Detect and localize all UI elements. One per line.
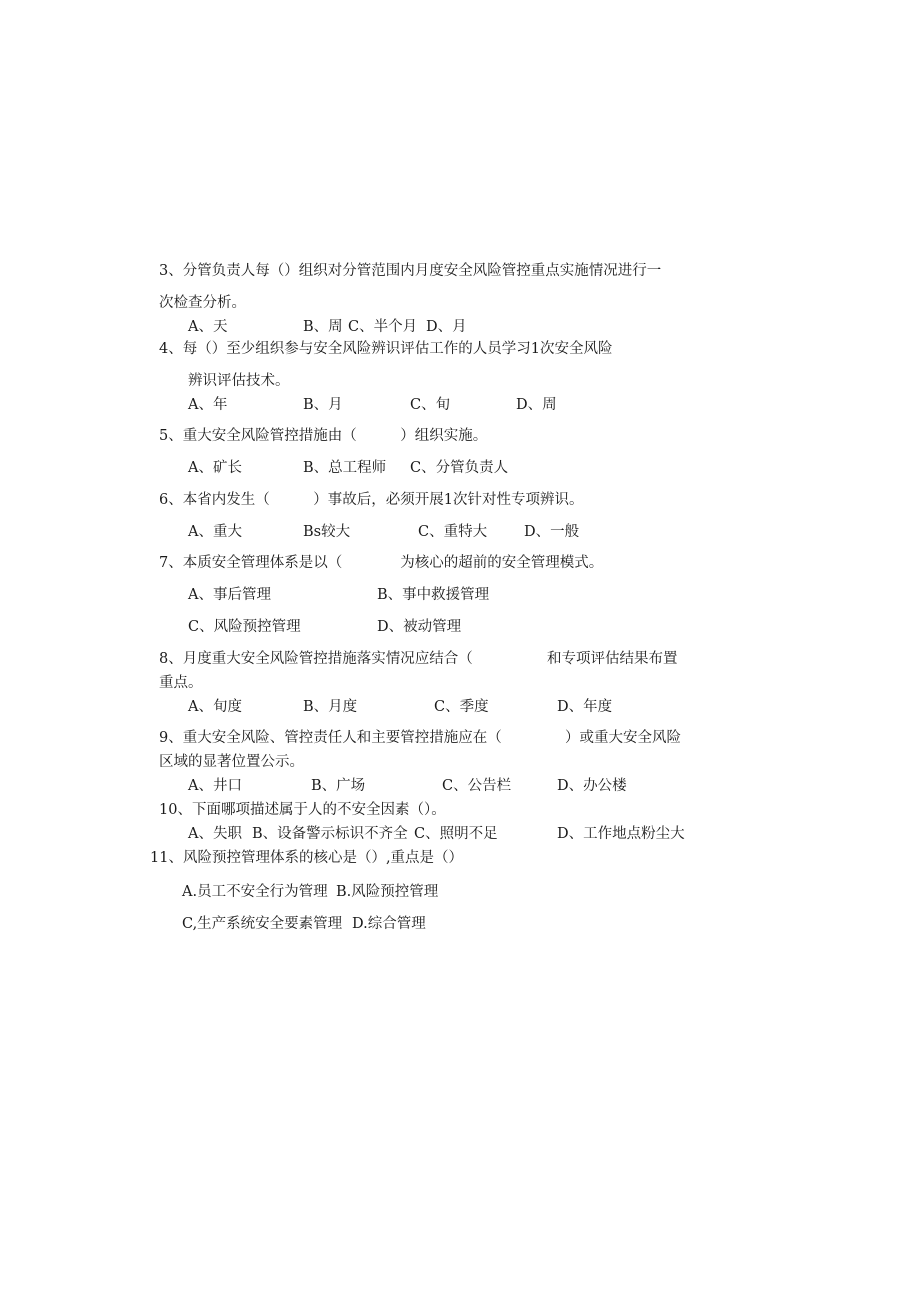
option-d: D、周 <box>516 397 557 413</box>
question-9-line-1-tail: ）或重大安全风险 <box>565 730 681 746</box>
question-9-line-2: 区域的显著位置公示。 <box>159 754 304 770</box>
question-9-line-1: 9、重大安全风险、管控责任人和主要管控措施应在（ <box>159 730 502 746</box>
question-3-line-1: 3、分管负责人每（）组织对分管范围内月度安全风险管控重点实施情况进行一 <box>159 263 662 279</box>
option-c: C、季度 <box>434 699 489 715</box>
option-d: D、一般 <box>524 524 580 540</box>
option-d: D、月 <box>426 319 467 335</box>
question-3-line-2: 次检查分析。 <box>159 295 246 311</box>
question-7-line-1: 7、本质安全管理体系是以（ 为核心的超前的安全管理模式。 <box>159 555 604 571</box>
option-a: A、重大 <box>188 524 242 540</box>
option-c: C、旬 <box>410 397 451 413</box>
option-b: B、设备警示标识不齐全 <box>252 826 408 842</box>
option-b: B、总工程师 <box>303 460 387 476</box>
option-b: Bs较大 <box>303 524 351 540</box>
option-c: C,生产系统安全要素管理 <box>182 916 343 932</box>
option-c: C、半个月 <box>348 319 418 335</box>
option-b: B、周 <box>303 319 343 335</box>
option-c: C、分管负责人 <box>410 460 509 476</box>
question-5-line-1: 5、重大安全风险管控措施由（ ）组织实施。 <box>159 428 488 444</box>
option-a: A.员工不安全行为管理 <box>182 884 328 900</box>
option-c: C、公告栏 <box>442 778 512 794</box>
option-d: D、办公楼 <box>557 778 627 794</box>
option-b: B、广场 <box>311 778 366 794</box>
question-8-line-2: 重点。 <box>159 675 203 691</box>
option-a: A、井口 <box>188 778 242 794</box>
option-d: D.综合管理 <box>352 916 426 932</box>
option-c: C、重特大 <box>418 524 488 540</box>
option-d: D、被动管理 <box>377 619 462 635</box>
option-a: A、矿长 <box>188 460 242 476</box>
option-d: D、工作地点粉尘大 <box>557 826 685 842</box>
option-a: A、旬度 <box>188 699 242 715</box>
question-8-line-1-tail: 和专项评估结果布置 <box>547 651 678 667</box>
question-6-line-1: 6、本省内发生（ ）事故后，必须开展1次针对性专项辨识。 <box>159 492 584 508</box>
option-a: A、事后管理 <box>188 587 271 603</box>
question-4-line-2: 辨识评估技术。 <box>188 373 290 389</box>
option-d: D、年度 <box>557 699 613 715</box>
question-10-line-1: 10、下面哪项描述属于人的不安全因素（）。 <box>159 802 446 818</box>
option-b: B、月 <box>303 397 343 413</box>
option-b: B、月度 <box>303 699 358 715</box>
option-a: A、失职 <box>188 826 242 842</box>
option-a: A、年 <box>188 397 228 413</box>
option-b: B.风险预控管理 <box>336 884 439 900</box>
option-b: B、事中救援管理 <box>377 587 490 603</box>
question-11-line-1: 11、风险预控管理体系的核心是（）,重点是（） <box>150 850 464 866</box>
question-8-line-1: 8、月度重大安全风险管控措施落实情况应结合（ <box>159 651 473 667</box>
option-a: A、天 <box>188 319 228 335</box>
option-c: C、风险预控管理 <box>188 619 301 635</box>
option-c: C、照明不足 <box>414 826 498 842</box>
question-4-line-1: 4、每（）至少组织参与安全风险辨识评估工作的人员学习1次安全风险 <box>159 341 613 357</box>
